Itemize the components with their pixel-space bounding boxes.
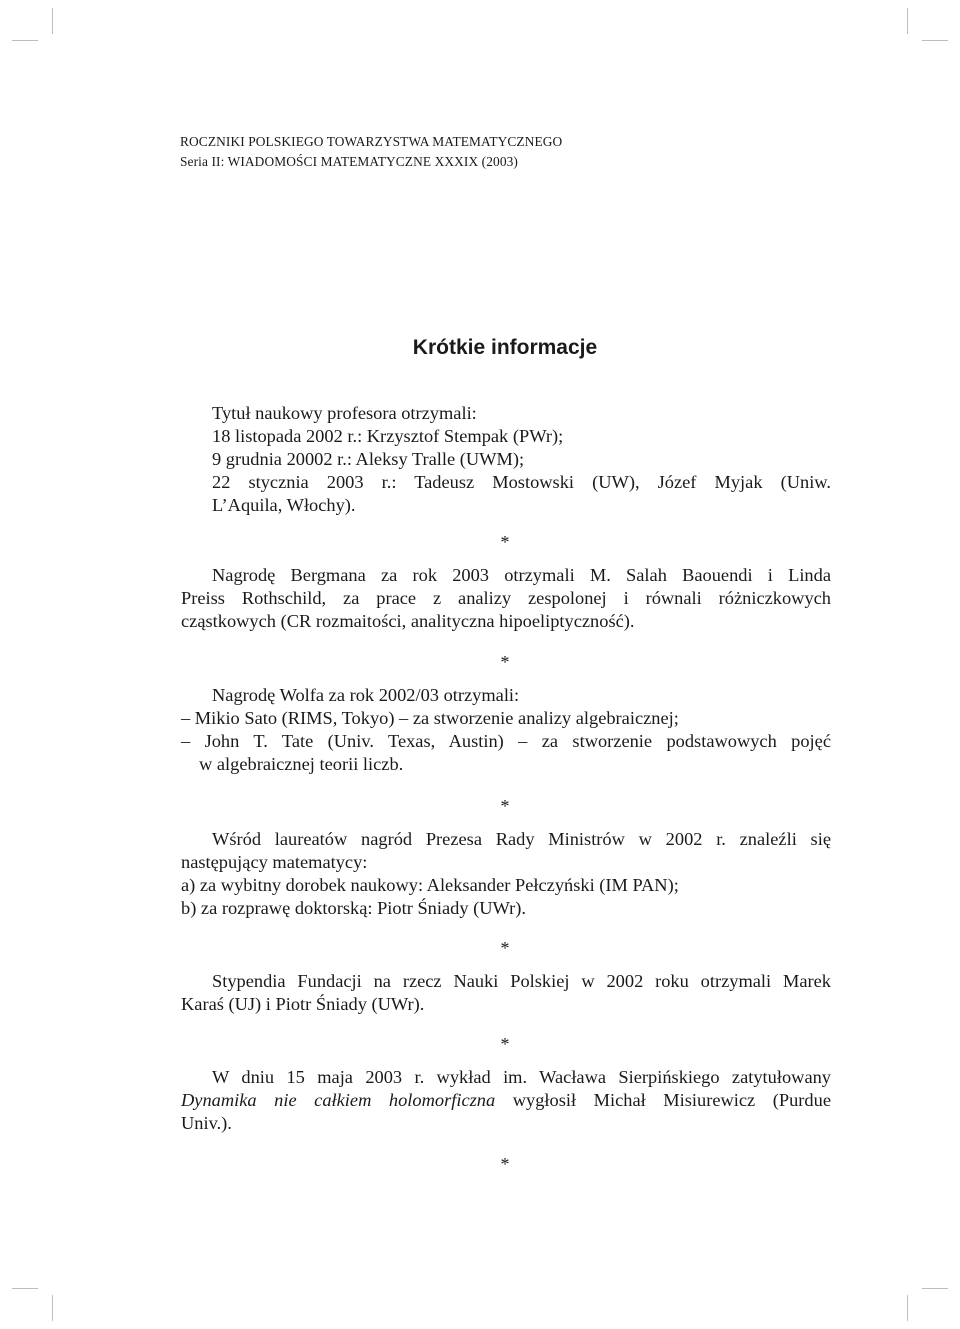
separator-star: * [500, 532, 510, 552]
section-fnp-scholarships [181, 970, 831, 1016]
text-line: Wśród laureatów nagród Prezesa Rady Ministrów w 2002 r. znaleźli się [212, 829, 831, 849]
separator-star: * [500, 652, 510, 672]
journal-name: ROCZNIKI POLSKIEGO TOWARZYSTWA MATEMATYCZNEGO [180, 134, 563, 149]
crop-mark [922, 40, 948, 41]
crop-mark [907, 1295, 908, 1321]
text-line: Stypendia Fundacji na rzecz Nauki Polskiej w 2002 roku otrzymali Marek [212, 971, 831, 991]
text-line: W dniu 15 maja 2003 r. wykład im. Wacława Sierpińskiego zatytułowany [212, 1067, 831, 1087]
section-professors [181, 402, 831, 517]
list-item: – John T. Tate (Univ. Texas, Austin) – za stworzenie podstawowych pojęć [181, 731, 831, 751]
text-line: 22 stycznia 2003 r.: Tadeusz Mostowski (UW), Józef Myjak (Uniw. [212, 472, 831, 492]
text-line: cząstkowych (CR rozmaitości, analityczna hipoeliptyczność). [181, 611, 635, 631]
crop-mark [907, 8, 908, 34]
separator-star: * [500, 796, 510, 816]
crop-mark [52, 8, 53, 34]
text-line: 9 grudnia 20002 r.: Aleksy Tralle (UWM); [212, 449, 525, 469]
text-line: 18 listopada 2002 r.: Krzysztof Stempak (PWr); [212, 426, 564, 446]
list-item: – Mikio Sato (RIMS, Tokyo) – za stworzenie analizy algebraicznej; [181, 708, 679, 728]
section-sierpinski-lecture [181, 1066, 831, 1135]
crop-mark [12, 40, 38, 41]
text-line: a) za wybitny dorobek naukowy: Aleksander Pełczyński (IM PAN); [181, 875, 679, 895]
text-line: Tytuł naukowy profesora otrzymali: [212, 403, 477, 423]
text-line: b) za rozprawę doktorską: Piotr Śniady (UWr). [181, 898, 527, 918]
crop-mark [52, 1295, 53, 1321]
text-line: L’Aquila, Włochy). [212, 495, 356, 515]
crop-mark [922, 1288, 948, 1289]
text-line: Karaś (UJ) i Piotr Śniady (UWr). [181, 994, 425, 1014]
text-line: następujący matematycy: [181, 852, 368, 872]
crop-mark [12, 1288, 38, 1289]
lecture-title: Dynamika nie całkiem holomorficzna [181, 1090, 496, 1110]
section-bergman-prize [181, 564, 831, 633]
section-wolf-prize [181, 684, 831, 776]
journal-header [180, 132, 562, 172]
text-line: Univ.). [181, 1113, 232, 1133]
separator-star: * [500, 938, 510, 958]
separator-star: * [500, 1034, 510, 1054]
text-line [181, 1089, 831, 1112]
text-line: Preiss Rothschild, za prace z analizy zespolonej i równali różniczkowych [181, 588, 831, 608]
text-fragment: wygłosił Michał Misiurewicz (Purdue [495, 1090, 831, 1110]
page-title: Krótkie informacje [412, 336, 598, 359]
text-line: Nagrodę Wolfa za rok 2002/03 otrzymali: [212, 685, 520, 705]
journal-series: Seria II: WIADOMOŚCI MATEMATYCZNE XXXIX (2003) [180, 154, 518, 169]
separator-star: * [500, 1154, 510, 1174]
list-item-continuation: w algebraicznej teorii liczb. [199, 754, 404, 774]
text-line: Nagrodę Bergmana za rok 2003 otrzymali M. Salah Baouendi i Linda [212, 565, 831, 585]
section-prime-minister-awards [181, 828, 831, 920]
